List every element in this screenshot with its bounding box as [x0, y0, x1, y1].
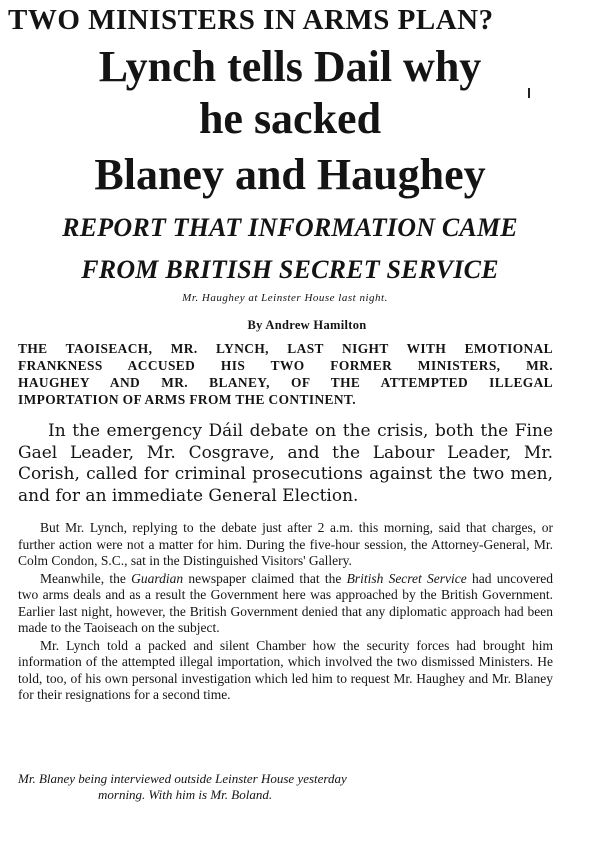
photo-caption-bottom — [18, 771, 438, 803]
paragraph-3 — [18, 571, 553, 637]
headline-line-2: he sacked — [198, 94, 382, 143]
lead-line-4: IMPORTATION OF ARMS FROM THE CONTINENT. — [18, 392, 357, 407]
paragraph-3-part-a: Meanwhile, the — [40, 570, 132, 586]
headline-line-3: Blaney and Haughey — [94, 150, 486, 199]
paragraph-1: In the emergency Dáil debate on the crisis, both the Fine Gael Leader, Mr. Cosgrave, and the Labour Leader, Mr. Corish, called for criminal prosecutions against the two men, and for an immediate General Election. — [18, 421, 553, 506]
paragraph-4: Mr. Lynch told a packed and silent Chamber how the security forces had brought him information of the attempted illegal importation, which involved the two dismissed Ministers. He told, too, of his own personal investigation which led him to request Mr. Haughey and Mr. Blaney for their resignations for a second time. — [18, 637, 553, 702]
byline: By Andrew Hamilton — [247, 318, 367, 332]
paragraph-3-part-b: newspaper claimed that the — [183, 570, 347, 586]
guardian-emphasis: Guardian — [131, 570, 184, 586]
subhead-line-1: REPORT THAT INFORMATION CAME — [62, 213, 518, 242]
paragraph-3-part-c: had uncovered two arms deals and as a result the Government here was approached by the British Government. Earlier last night, however, the British Government denied that any diplomatic approach had been made to the Taoiseach on the subject. — [18, 570, 553, 635]
lead-line-3: HAUGHEY AND MR. BLANEY, OF THE ATTEMPTED ILLEGAL — [18, 375, 553, 390]
lead-line-1: THE TAOISEACH, MR. LYNCH, LAST NIGHT WITH EMOTIONAL — [18, 341, 553, 356]
strapline: TWO MINISTERS IN ARMS PLAN? — [8, 4, 494, 36]
lead-line-2: FRANKNESS ACCUSED HIS TWO FORMER MINISTERS, MR. — [18, 358, 553, 373]
caption-bottom-line-2: morning. With him is Mr. Boland. — [98, 787, 273, 802]
paragraph-2: But Mr. Lynch, replying to the debate just after 2 a.m. this morning, said that charges, or further action were not a matter for him. During the five-hour session, the Attorney-General, Mr. Colm Condon, S.C., sat in the Distinguished Visitors' Gallery. — [18, 520, 553, 568]
lead-paragraph — [18, 340, 553, 408]
caption-bottom-line-1: Mr. Blaney being interviewed outside Leinster House yesterday — [18, 771, 347, 786]
secret-service-emphasis: British Secret Service — [346, 570, 467, 586]
headline-line-1: Lynch tells Dail why — [98, 42, 482, 91]
intro-paragraph-block — [18, 421, 553, 507]
photo-caption-top: Mr. Haughey at Leinster House last night. — [182, 292, 388, 304]
body-text-block — [18, 520, 553, 705]
subhead-line-2: FROM BRITISH SECRET SERVICE — [81, 255, 499, 284]
